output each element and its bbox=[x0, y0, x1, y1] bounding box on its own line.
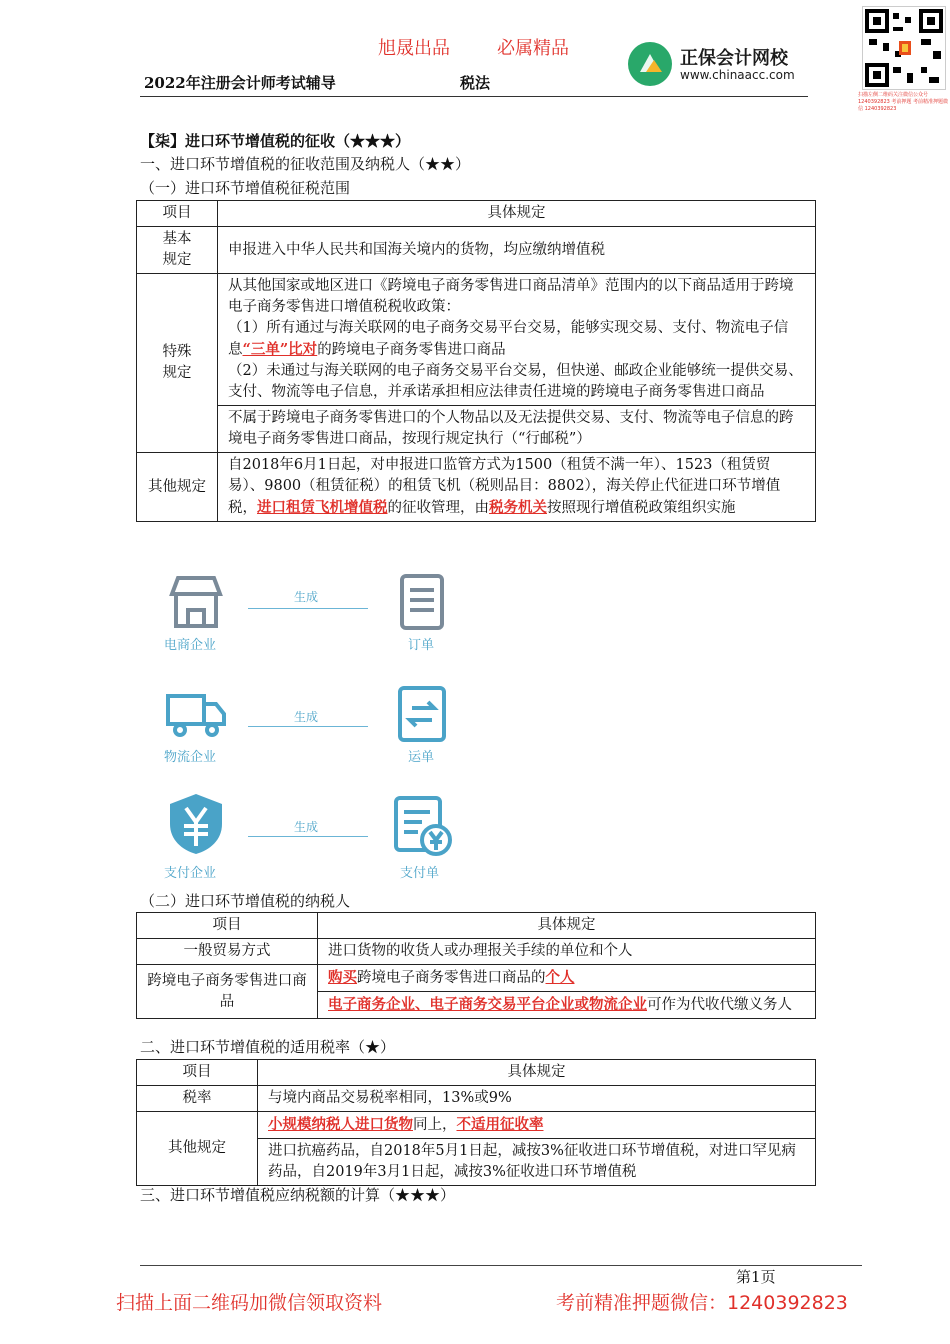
table-row bbox=[137, 227, 816, 274]
special-item-1: （1）所有通过与海关联网的电子商务交易平台交易，能够实现交易、支付、物流电子信息 bbox=[228, 320, 789, 358]
highlight-aircraft-vat: 进口租赁飞机增值税 bbox=[257, 499, 388, 516]
row-text-special bbox=[218, 274, 816, 406]
row2-to-label: 运单 bbox=[408, 750, 435, 765]
highlight-small-scale: 小规模纳税人进口货物 bbox=[268, 1116, 413, 1133]
row-label-basic: 基本 规定 bbox=[137, 227, 218, 274]
page-number bbox=[736, 1266, 776, 1287]
table-header-cell: 具体规定 bbox=[218, 201, 816, 227]
order-icon bbox=[390, 570, 454, 634]
row-text-rate: 与境内商品交易税率相同，13%或9% bbox=[258, 1086, 816, 1112]
table-header-row bbox=[137, 913, 816, 939]
table-row bbox=[137, 1112, 816, 1139]
row-text-special-exclusion: 不属于跨境电子商务零售进口的个人物品以及无法提供交易、支付、物流等电子信息的跨境电子商务零售进口商品，按现行规定执行（“行邮税”） bbox=[218, 406, 816, 453]
truck-icon bbox=[164, 682, 228, 746]
subheading-scope-taxpayer: 一、进口环节增值税的征收范围及纳税人（★★） bbox=[140, 155, 471, 173]
small-scale-text: 同上， bbox=[413, 1117, 457, 1133]
qr-note: 扫描左侧二维码关注微信公众号 1240392823 考前押题 考前精准押题微信 1240392823 bbox=[858, 92, 948, 112]
arrow-line bbox=[248, 726, 368, 727]
waybill-icon bbox=[390, 682, 454, 746]
row-label-general-trade: 一般贸易方式 bbox=[137, 939, 318, 965]
page-num: 1 bbox=[751, 1268, 761, 1286]
row3-from-label: 支付企业 bbox=[164, 866, 217, 881]
header-slogan-2: 必属精品 bbox=[497, 38, 569, 59]
row-label-other-rules: 其他规定 bbox=[137, 1112, 258, 1186]
highlight-agents: 电子商务企业、电子商务交易平台企业或物流企业 bbox=[328, 996, 647, 1013]
row-text-cross-border-agent bbox=[318, 992, 816, 1019]
header-subject: 税法 bbox=[460, 74, 491, 92]
table-row bbox=[137, 965, 816, 992]
section-heading: 【柒】进口环节增值税的征收（★★★） bbox=[140, 132, 411, 150]
other-text-a: 自2018年6月1日起，对申报进口监管方式为1500（租赁不满一年）、1523（租赁贸易）、9800（租赁征税）的租赁飞机（税则品目：8802），海关停止代征进口环节增值税， bbox=[228, 457, 781, 516]
row-text-cross-border-buyer bbox=[318, 965, 816, 992]
table-row bbox=[137, 1086, 816, 1112]
special-item-1-end: 的跨境电子商务零售进口商品 bbox=[317, 342, 506, 358]
table-header-row bbox=[137, 1060, 816, 1086]
subheading-tax-rate: 二、进口环节增值税的适用税率（★） bbox=[140, 1038, 396, 1056]
brand-logo bbox=[628, 42, 808, 88]
arrow-line bbox=[248, 608, 368, 609]
table-header-row bbox=[137, 201, 816, 227]
subheading-taxpayer: （二）进口环节增值税的纳税人 bbox=[140, 892, 351, 910]
payment-slip-icon bbox=[390, 794, 454, 858]
row3-to-label: 支付单 bbox=[400, 866, 440, 881]
highlight-no-levy-rate: 不适用征收率 bbox=[456, 1116, 544, 1133]
special-item-2: （2）未通过与海关联网的电子商务交易平台交易，但快递、邮政企业能够统一提供交易、支付、物流等电子信息，并承诺承担相应法律责任进境的跨境电子商务零售进口商品 bbox=[228, 363, 803, 400]
yuan-shield-icon bbox=[164, 792, 228, 856]
footer-right-note: 考前精准押题微信：1240392823 bbox=[556, 1292, 848, 1314]
highlight-three-docs: “三单”比对 bbox=[242, 341, 318, 358]
row-text-small-scale bbox=[258, 1112, 816, 1139]
row1-from-label: 电商企业 bbox=[164, 638, 217, 653]
three-documents-diagram bbox=[140, 566, 470, 886]
row-label-other: 其他规定 bbox=[137, 453, 218, 522]
row-label-rate: 税率 bbox=[137, 1086, 258, 1112]
row1-to-label: 订单 bbox=[408, 638, 435, 653]
arrow-label: 生成 bbox=[294, 710, 319, 724]
arrow-label: 生成 bbox=[294, 590, 319, 604]
table-row bbox=[137, 406, 816, 453]
logo-name: 正保会计网校 bbox=[680, 48, 788, 69]
arrow-line bbox=[248, 836, 368, 837]
other-text-c: 的征收管理，由 bbox=[387, 500, 489, 516]
tax-rate-table bbox=[136, 1059, 816, 1186]
scope-table bbox=[136, 200, 816, 522]
header-divider bbox=[140, 96, 808, 97]
table-row bbox=[137, 453, 816, 522]
header-slogan-1: 旭晟出品 bbox=[378, 38, 450, 59]
special-intro: 从其他国家或地区进口《跨境电子商务零售进口商品清单》范围内的以下商品适用于跨境电子商务零售进口增值税税收政策： bbox=[228, 278, 794, 315]
page-suffix: 页 bbox=[760, 1268, 776, 1286]
footer-left-note: 扫描上面二维码加微信领取资料 bbox=[116, 1292, 383, 1314]
taxpayer-table bbox=[136, 912, 816, 1019]
table-header-cell: 项目 bbox=[137, 1060, 258, 1086]
table-header-cell: 具体规定 bbox=[258, 1060, 816, 1086]
header-title: 2022年注册会计师考试辅导 bbox=[144, 74, 336, 92]
row-text-general-trade: 进口货物的收货人或办理报关手续的单位和个人 bbox=[318, 939, 816, 965]
logo-mark-icon bbox=[628, 42, 672, 86]
row-label-cross-border: 跨境电子商务零售进口商品 bbox=[137, 965, 318, 1019]
logo-url: www.chinaacc.com bbox=[680, 68, 795, 82]
table-row bbox=[137, 274, 816, 406]
table-row bbox=[137, 939, 816, 965]
row-text-other bbox=[218, 453, 816, 522]
other-text-e: 按照现行增值税政策组织实施 bbox=[547, 500, 736, 516]
arrow-label: 生成 bbox=[294, 820, 319, 834]
agent-text: 可作为代收代缴义务人 bbox=[647, 997, 792, 1013]
table-header-cell: 项目 bbox=[137, 913, 318, 939]
highlight-individual: 个人 bbox=[545, 969, 575, 986]
highlight-tax-authority: 税务机关 bbox=[489, 499, 547, 516]
row-label-special: 特殊 规定 bbox=[137, 274, 218, 453]
store-icon bbox=[164, 570, 228, 634]
row-text-drugs: 进口抗癌药品，自2018年5月1日起，减按3%征收进口环节增值税，对进口罕见病药品，自2019年3月1日起，减按3%征收进口环节增值税 bbox=[258, 1139, 816, 1186]
subheading-calculation: 三、进口环节增值税应纳税额的计算（★★★） bbox=[140, 1186, 456, 1204]
subheading-scope: （一）进口环节增值税征税范围 bbox=[140, 179, 351, 197]
table-header-cell: 具体规定 bbox=[318, 913, 816, 939]
row2-from-label: 物流企业 bbox=[164, 750, 217, 765]
buyer-text: 跨境电子商务零售进口商品的 bbox=[357, 970, 546, 986]
row-text-basic: 申报进入中华人民共和国海关境内的货物，均应缴纳增值税 bbox=[218, 227, 816, 274]
table-header-cell: 项目 bbox=[137, 201, 218, 227]
qr-code-icon bbox=[862, 6, 946, 90]
page-prefix: 第 bbox=[736, 1268, 752, 1286]
highlight-purchase: 购买 bbox=[328, 969, 357, 986]
